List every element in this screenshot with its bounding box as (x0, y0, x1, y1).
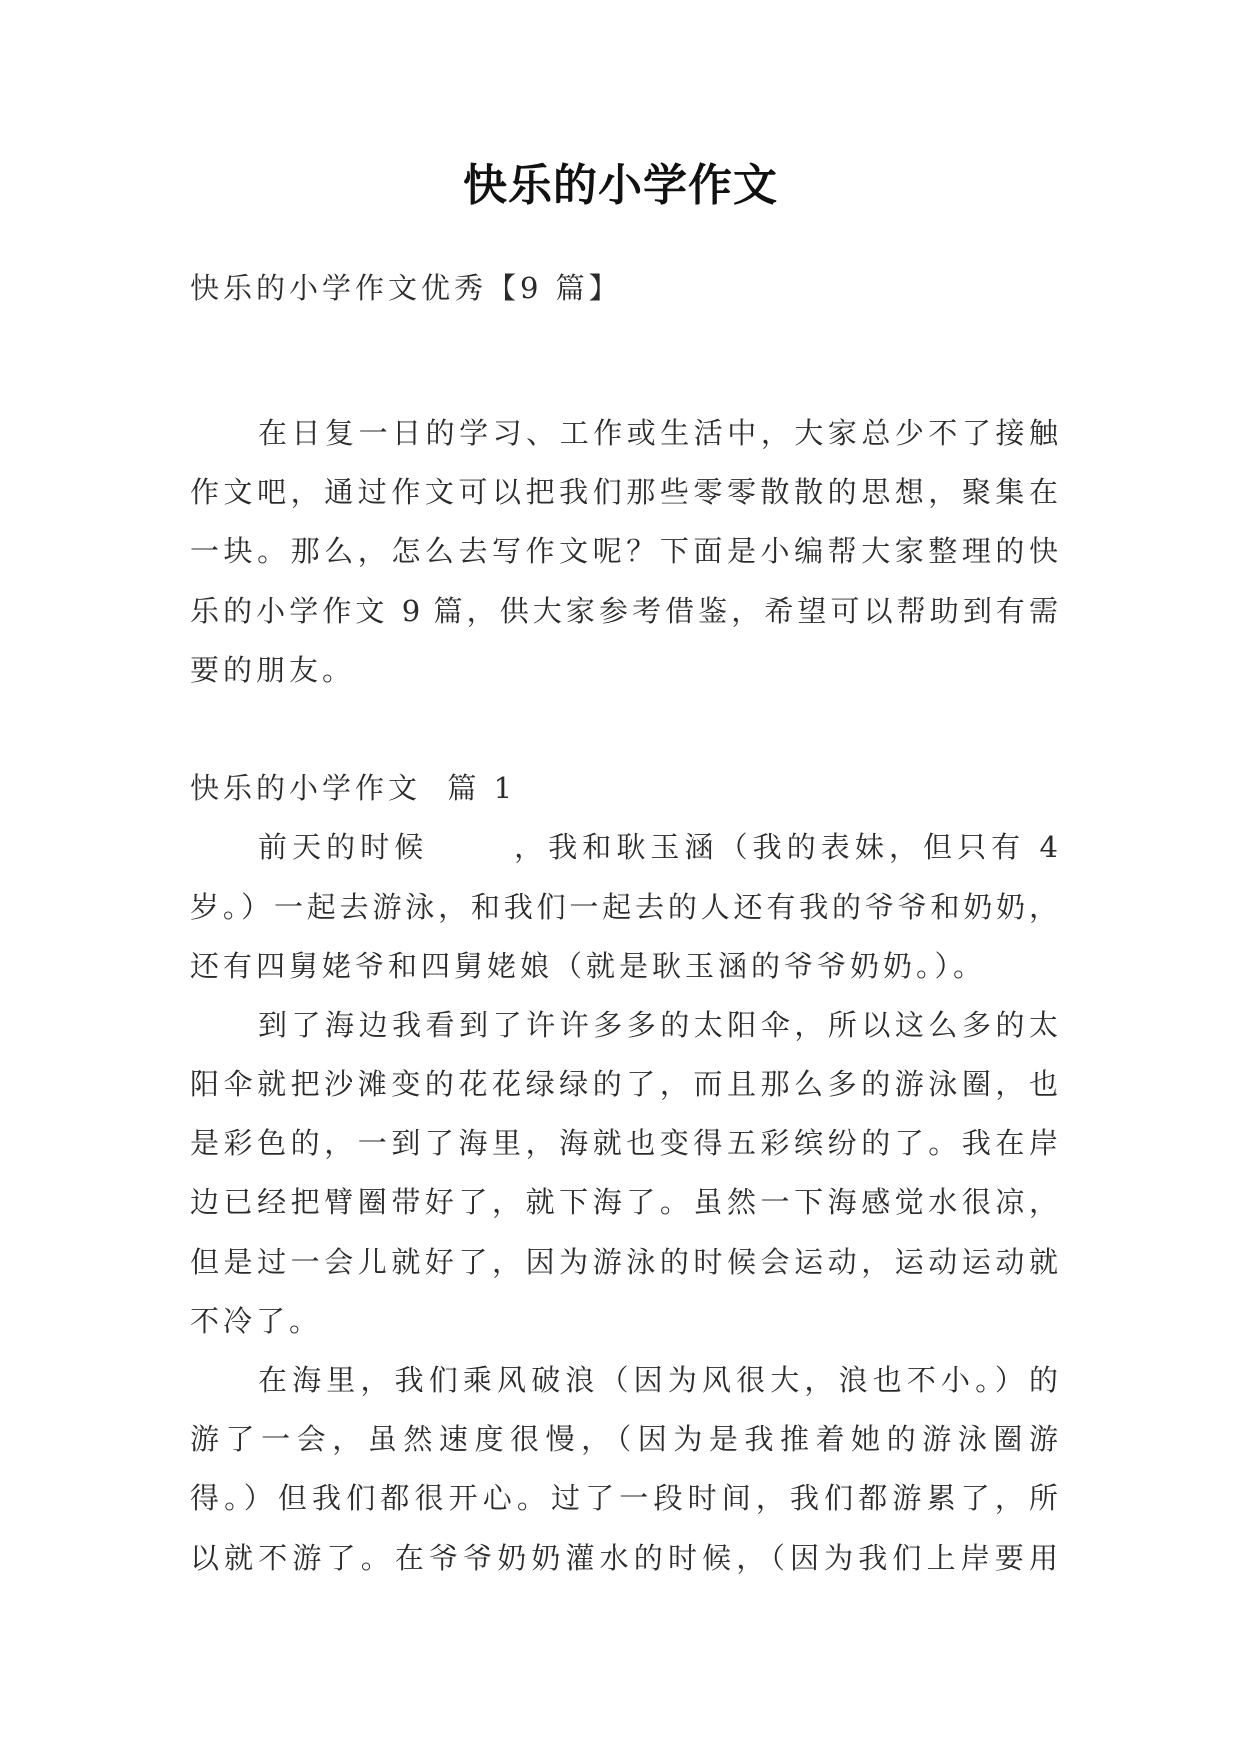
paragraph-line: 在日复一日的学习、工作或生活中，大家总少不了接触 (258, 416, 1058, 450)
paragraph-line: 以就不游了。在爷爷奶奶灌水的时候，（因为我们上岸要用 (190, 1540, 1058, 1575)
paragraph-line: 游了一会，虽然速度很慢，（因为是我推着她的游泳圈游 (190, 1422, 1058, 1457)
section-paragraph (190, 818, 1058, 996)
section-paragraph (190, 996, 1058, 1351)
paragraph-line: 作文吧，通过作文可以把我们那些零零散散的思想，聚集在 (190, 475, 1058, 510)
paragraph-line: 边已经把臂圈带好了，就下海了。虽然一下海感觉水很凉， (190, 1185, 1058, 1220)
paragraph-line: 乐的小学作文 9 篇，供大家参考借鉴，希望可以帮助到有需 (190, 593, 1058, 628)
paragraph-line: 到了海边我看到了许许多多的太阳伞，所以这么多的太 (258, 1007, 1058, 1042)
paragraph-line: 前天的时候 ，我和耿玉涵（我的表妹，但只有 4 (258, 830, 1058, 865)
paragraph-line: 要的朋友。 (190, 652, 356, 687)
paragraph-line: 得。）但我们都很开心。过了一段时间，我们都游累了，所 (190, 1481, 1058, 1516)
document-subtitle: 快乐的小学作文优秀【9 篇】 (190, 271, 622, 305)
section-paragraph (190, 1351, 1058, 1588)
paragraph-line: 还有四舅姥爷和四舅姥娘（就是耿玉涵的爷爷奶奶。）。 (190, 948, 987, 983)
essay-section (190, 759, 1058, 1588)
paragraph-line: 一块。那么，怎么去写作文呢？下面是小编帮大家整理的快 (190, 534, 1058, 569)
blank-line (190, 700, 1058, 759)
document-body (190, 404, 1058, 1588)
paragraph-line: 但是过一会儿就好了，因为游泳的时候会运动，运动运动就 (190, 1244, 1058, 1279)
intro-paragraph (190, 404, 1058, 700)
paragraph-line: 是彩色的，一到了海里，海就也变得五彩缤纷的了。我在岸 (190, 1126, 1058, 1161)
paragraph-line: 不冷了。 (190, 1303, 323, 1338)
paragraph-line: 岁。）一起去游泳，和我们一起去的人还有我的爷爷和奶奶， (190, 889, 1058, 924)
paragraph-line: 阳伞就把沙滩变的花花绿绿的了，而且那么多的游泳圈，也 (190, 1067, 1058, 1102)
document-title: 快乐的小学作文 (463, 160, 778, 211)
paragraph-line: 在海里，我们乘风破浪（因为风很大，浪也不小。）的 (258, 1363, 1058, 1397)
section-heading: 快乐的小学作文 篇 1 (190, 771, 517, 806)
